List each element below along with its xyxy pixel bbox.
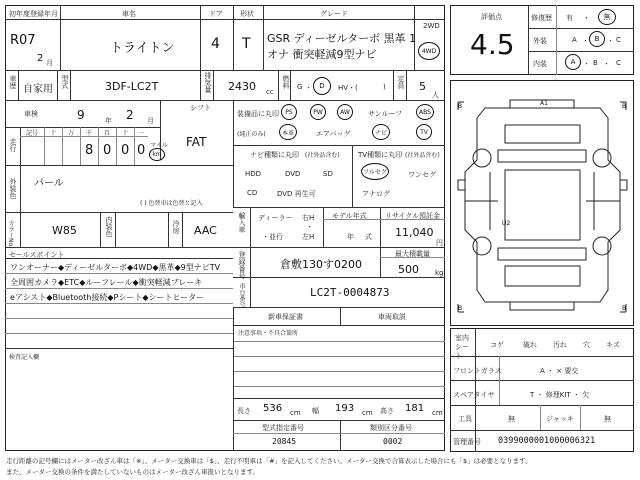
equip-sunroof: サンルーフ bbox=[368, 110, 403, 118]
equipment-sublabel: (純正のみ) bbox=[237, 131, 266, 138]
model-year-label: モデル年式 bbox=[332, 212, 367, 220]
interior-color-label: 内装色 bbox=[105, 216, 113, 237]
max-load-label: 最大積載量 bbox=[395, 250, 430, 258]
exterior-color-value: パール bbox=[34, 178, 64, 189]
nav-dvd-play: DVD 再生可 bbox=[277, 190, 316, 198]
drive-4wd: 4WD bbox=[421, 47, 437, 55]
recycle-label: リサイクル預託金 bbox=[385, 212, 441, 220]
model-value: 3DF-LC2T bbox=[105, 80, 159, 93]
digit-header-100: 百 bbox=[104, 130, 111, 137]
max-load-unit: kg bbox=[435, 269, 444, 277]
equip-nav: ナビ bbox=[372, 124, 390, 140]
type-cert-value: 20845 bbox=[272, 437, 297, 446]
drive-2wd: 2WD bbox=[423, 22, 440, 30]
diagram-label-u2: U2 bbox=[502, 220, 511, 227]
inspection-month: 2 bbox=[126, 108, 134, 122]
sales-point-line-1: ワンオーナー◆ディーゼルターボ◆4WD◆黒革◆9型ナビTV bbox=[10, 263, 221, 272]
import-left-handle: 左H bbox=[302, 233, 315, 241]
diagram-label-a1: A1 bbox=[540, 100, 548, 107]
fuel-g: G bbox=[297, 83, 303, 91]
usage-label: 車歴 bbox=[9, 75, 17, 89]
model-label: 型式 bbox=[61, 75, 69, 89]
vin-value: LC2T-0004873 bbox=[310, 286, 390, 299]
digit-header-10: 十 bbox=[122, 130, 129, 137]
inspection-year-unit: 年 bbox=[105, 117, 112, 125]
windshield-label: フロントガラス bbox=[453, 367, 502, 375]
recycle-unit: 円 bbox=[436, 239, 443, 247]
manual-doc: 車両取説 bbox=[378, 313, 406, 321]
windshield-value: A ・ × 要交 bbox=[540, 367, 579, 375]
repair-no: 無 bbox=[603, 13, 611, 21]
diagram-label-b-tr: B bbox=[622, 103, 627, 110]
diagram-label-b-tl: B bbox=[458, 103, 463, 110]
tools-label: 工具 bbox=[458, 415, 472, 423]
nav-dvd: DVD bbox=[285, 170, 301, 178]
displacement-unit: cc bbox=[266, 88, 274, 96]
mgmt-label: 管理番号 bbox=[453, 438, 481, 446]
tv-fullseg: フルセグ bbox=[363, 169, 387, 176]
model-year-unit2: 式 bbox=[365, 233, 372, 241]
mileage-unit-mile: マイル bbox=[150, 142, 168, 149]
interior-grade-label: 内装 bbox=[533, 60, 547, 68]
exterior-grade-b: B bbox=[594, 35, 600, 43]
tv-fullseg-circle bbox=[361, 163, 389, 180]
type-cert-label: 型式指定番号 bbox=[262, 424, 304, 432]
ac-label: 冷房 bbox=[172, 220, 180, 234]
fuel-label: 燃料 bbox=[282, 75, 290, 89]
exterior-grade-c: C bbox=[616, 36, 621, 44]
capacity-value: 5 bbox=[419, 80, 426, 93]
import-dealer: ディーラー bbox=[258, 214, 293, 222]
recycle-amount: 11,040 bbox=[395, 226, 434, 239]
height-label: 高さ bbox=[380, 407, 394, 415]
equip-pw: PW bbox=[310, 104, 326, 120]
grade-line2: オナ 衝突軽減9型ナビ bbox=[267, 48, 377, 61]
length-value: 536 bbox=[263, 403, 283, 414]
sales-point-line-2: 全周囲カメラ◆ETC◆ルーフレール◆衝突軽減ブレーキ bbox=[10, 278, 203, 287]
nav-hdd: HDD bbox=[245, 170, 262, 178]
vin-label: 車台番号 bbox=[238, 283, 245, 307]
tv-analog: アナログ bbox=[362, 190, 390, 198]
digit-header-100k: 十 bbox=[50, 130, 57, 137]
jack-value: 無 bbox=[604, 415, 611, 423]
repair-yes: 有 bbox=[566, 14, 573, 22]
grade-label: グレード bbox=[320, 10, 348, 18]
nav-cd: CD bbox=[247, 189, 258, 197]
equipment-label: 装備品に丸印 bbox=[237, 110, 279, 118]
interior-grade-b: B bbox=[593, 59, 598, 67]
fuel-close: ) bbox=[383, 83, 386, 91]
height-value: 181 bbox=[405, 403, 425, 414]
interior-grade-a: A bbox=[570, 58, 576, 66]
mileage-unit-km-circle bbox=[149, 148, 165, 161]
mileage-digit-100: 0 bbox=[103, 143, 112, 158]
exterior-grade-a: A bbox=[572, 36, 577, 44]
shift-value: FAT bbox=[186, 135, 207, 149]
interior-sheet-scratch: キズ bbox=[606, 341, 620, 349]
interior-sheet-label: 室内シート bbox=[455, 334, 469, 360]
first-reg-month-unit: 月 bbox=[46, 59, 53, 67]
shape-label: 形状 bbox=[240, 10, 254, 18]
repair-label: 修復歴 bbox=[531, 14, 552, 22]
color-no-value: W85 bbox=[52, 224, 77, 237]
diagram-label-b-bl: B bbox=[458, 305, 463, 312]
interior-sheet-stain: 汚れ bbox=[553, 341, 567, 349]
tv-oneseg: ワンセグ bbox=[408, 171, 436, 179]
color-no-label: カラーNo. bbox=[7, 220, 14, 248]
digit-header-10k: 万 bbox=[68, 130, 75, 137]
first-reg-label: 初年度登録年月 bbox=[9, 10, 58, 18]
interior-sheet-burn: コゲ bbox=[490, 341, 504, 349]
inspector-label: 検査記入欄 bbox=[9, 354, 40, 361]
inspection-year: 9 bbox=[77, 108, 85, 122]
notes-label: 注意事項・不具合箇所 bbox=[238, 330, 299, 337]
exterior-color-label: 外装色 bbox=[9, 178, 17, 199]
tv-title: TV種類に丸印 bbox=[358, 151, 403, 159]
equip-leather: 本革 bbox=[279, 124, 297, 140]
width-value: 193 bbox=[335, 403, 355, 414]
registration-number: 倉敷130す0200 bbox=[280, 258, 362, 271]
shape-value: T bbox=[242, 36, 251, 52]
nav-title: ナビ種類に丸印 bbox=[250, 151, 299, 159]
inspection-month-unit: 月 bbox=[147, 117, 154, 125]
equip-ps: PS bbox=[281, 104, 297, 120]
equip-aw: AW bbox=[337, 104, 353, 120]
capacity-label: 定員 bbox=[397, 75, 405, 89]
displacement-label: 排気量 bbox=[204, 72, 212, 93]
interior-sheet-tear: 破れ bbox=[523, 341, 537, 349]
category-value: 0002 bbox=[383, 437, 403, 446]
width-label: 幅 bbox=[312, 407, 319, 415]
car-name-label: 車名 bbox=[122, 10, 136, 18]
import-parallel: ・並行 bbox=[262, 233, 283, 241]
import-right-handle: 右H bbox=[302, 214, 315, 222]
import-label: 輸入車 bbox=[238, 212, 246, 233]
car-damage-diagram bbox=[450, 80, 634, 326]
mileage-digit-grid bbox=[20, 127, 148, 165]
import-dot: ・ bbox=[306, 223, 313, 231]
sales-point-line-3: eアシスト◆Bluetooth接続◆Pシート◆シートヒーター bbox=[10, 293, 205, 302]
diagram-label-b-br: B bbox=[622, 305, 627, 312]
digit-header-1k: 千 bbox=[86, 130, 93, 137]
mileage-digit-1: 0 bbox=[137, 143, 146, 158]
capacity-unit: 人 bbox=[432, 91, 439, 99]
car-name: トライトン bbox=[110, 41, 175, 56]
doors-value: 4 bbox=[211, 36, 220, 52]
warranty-doc: 新車保証書 bbox=[268, 313, 303, 321]
registration-label: 登録番号 bbox=[238, 251, 246, 279]
score-value: 4.5 bbox=[470, 28, 515, 61]
exterior-grade-b-circle bbox=[589, 31, 605, 47]
mileage-unit-km: km bbox=[152, 151, 162, 158]
digit-header-1: 一 bbox=[138, 130, 145, 137]
equip-airbag: エアバッグ bbox=[316, 130, 351, 138]
footer-line-1: 走行距離の記号欄にはメーター改ざん車は「※」、メーター交換車は「$」、走行不明車は「#」を記入してください。メーター交換で合算表示した場合にも「$」は必要となります。 bbox=[6, 457, 532, 465]
exterior-color-note: ( ) 色替車は色替と記入 bbox=[140, 200, 203, 207]
repair-no-circle bbox=[598, 9, 616, 25]
exterior-grade-label: 外装 bbox=[533, 37, 547, 45]
inspection-label: 車検 bbox=[24, 110, 38, 118]
sales-points-label: セールスポイント bbox=[9, 251, 65, 259]
jack-label: ジャッキ bbox=[546, 415, 574, 423]
displacement-value: 2430 bbox=[228, 80, 256, 93]
interior-sheet-hole: 穴 bbox=[583, 341, 590, 349]
nav-note: (社外品含む) bbox=[305, 152, 340, 159]
spare-value: T ・ 修理KIT ・ 欠 bbox=[530, 391, 590, 399]
tools-value: 無 bbox=[508, 415, 515, 423]
mileage-digit-10: 0 bbox=[121, 143, 130, 158]
length-label: 長さ bbox=[237, 407, 251, 415]
interior-grade-a-circle bbox=[565, 54, 581, 70]
score-label: 評価点 bbox=[481, 13, 502, 21]
digit-header-symbol: 記号 bbox=[26, 130, 39, 137]
height-unit: cm bbox=[432, 409, 443, 417]
mileage-label: 走行 bbox=[9, 138, 17, 152]
equip-abs: ABS bbox=[416, 104, 434, 120]
usage-value: 自家用 bbox=[23, 84, 53, 95]
interior-grade-c: C bbox=[616, 59, 621, 67]
grade-line1: GSR ディーゼルターボ 黒革 1 bbox=[267, 32, 417, 45]
doors-label: ドア bbox=[209, 10, 223, 18]
mileage-digit-1k: 8 bbox=[85, 143, 94, 158]
nav-sd: SD bbox=[323, 170, 333, 178]
width-unit: cm bbox=[362, 409, 373, 417]
fuel-d: D bbox=[319, 82, 325, 90]
shift-label: シフト bbox=[190, 104, 211, 112]
drive-4wd-circle bbox=[418, 42, 440, 60]
category-label: 類別区分番号 bbox=[370, 424, 412, 432]
first-reg-era: R07 bbox=[10, 33, 36, 48]
equip-tv: TV bbox=[416, 124, 432, 140]
spare-label: スペアタイヤ bbox=[453, 391, 495, 399]
first-reg-month: 2 bbox=[37, 53, 44, 64]
fuel-d-circle bbox=[313, 77, 331, 95]
max-load-value: 500 bbox=[398, 263, 419, 276]
fuel-hv: HV・( bbox=[338, 84, 358, 92]
ac-value: AAC bbox=[194, 224, 217, 237]
tv-note: (社外品含む) bbox=[405, 152, 440, 159]
mgmt-value: 0399000001000006321 bbox=[498, 436, 596, 446]
model-year-unit: 年 bbox=[347, 233, 354, 241]
length-unit: cm bbox=[290, 409, 301, 417]
footer-line-2: また、メーター交換の条件を満たしていないものはメーター改ざん車扱いとなります。 bbox=[6, 468, 259, 476]
